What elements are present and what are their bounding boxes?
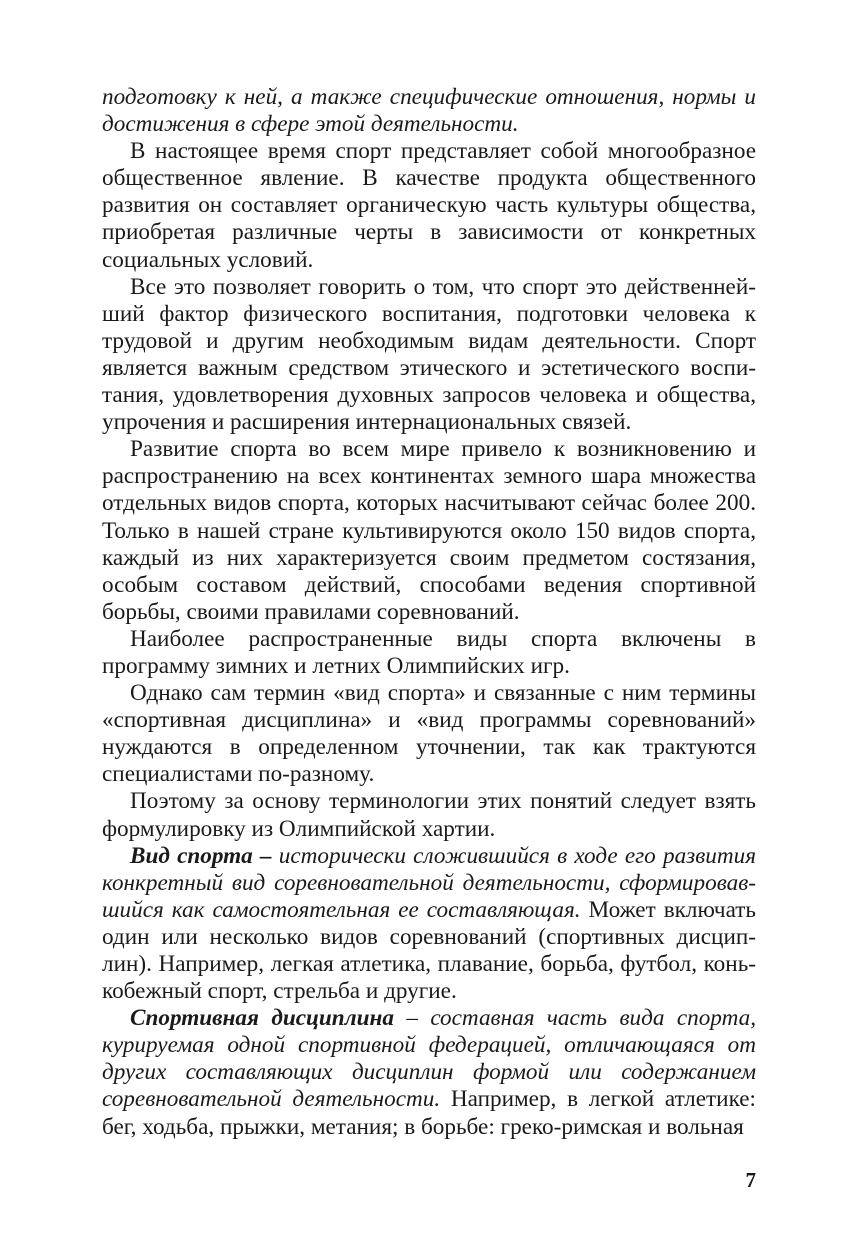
paragraph-sport-phenomenon: В настоящее время спорт представляет собой многообразное общественное явление. В качестве продукта общественного развития он составляет органическую часть культуры общества, приобретая различные черты в зависимости от конкретных социальных условий. [102,138,756,273]
term-dash: – [393,1005,431,1032]
paragraph-sport-factor: Все это позволяет говорить о том, что спорт это действеннейший фактор физического воспитания, подготовки человека к трудовой и другим необходимым видам деятельности. Спорт является важным средством этического и эстетического воспитания, удовлетворения духовных запросов человека и общества, упрочения и расширения интернациональных связей. [102,273,756,436]
paragraph-olympic-sports: Наиболее распространенные виды спорта включены в программу зимних и летних Олимпийских игр. [102,625,756,679]
definition-text-sport-type: исторически сложившийся в ходе его развития конкретный вид соревновательной деятельности, сформировавшийся как самостоятельная ее составляющая. [102,842,756,923]
paragraph-term-clarification: Однако сам термин «вид спорта» и связанные с ним термины «спортивная дисциплина» и «вид программы соревнований» нуждаются в определенном уточнении, так как трактуются специалистами по-разному. [102,680,756,788]
definition-rest-discipline: Например, в легкой атлетике: бег, ходьба, прыжки, метания; в борьбе: греко-римская и вольная [102,1086,756,1140]
paragraph-olympic-charter: Поэтому за основу терминологии этих понятий следует взять формулировку из Олимпийской хартии. [102,788,756,842]
term-dash: – [252,842,279,869]
definition-sport-type [102,843,756,1006]
paragraph-continuation: подготовку к ней, а также специфические отношения, нормы и достижения в сфере этой деятельности. [102,84,756,138]
definition-rest-sport-type: Может включать один или несколько видов соревнований (спортивных дисциплин). Например, легкая атлетика, плавание, борьба, футбол, конькобежный спорт, стрельба и другие. [102,896,756,1005]
definition-text-discipline: составная часть вида спорта, курируемая одной спортивной федерацией, отличающаяся от других составляющих дисциплин формой или содержанием соревновательной деятельности. [102,1005,757,1113]
term-sport-type: Вид спорта [130,842,253,869]
page-number: 7 [745,1168,756,1192]
term-discipline: Спортивная дисциплина [130,1005,394,1032]
definition-discipline [102,1005,756,1140]
paragraph-sport-development: Развитие спорта во всем мире привело к возникновению и распространению на всех континентах земного шара множества отдельных видов спорта, которых насчитывают сейчас более 200. Только в нашей стране культивируются около 150 видов спорта, каждый из них характеризуется своим предметом состязания, особым составом действий, способами ведения спортивной борьбы, своими правилами соревнований. [102,436,756,625]
page-body [102,84,756,1141]
